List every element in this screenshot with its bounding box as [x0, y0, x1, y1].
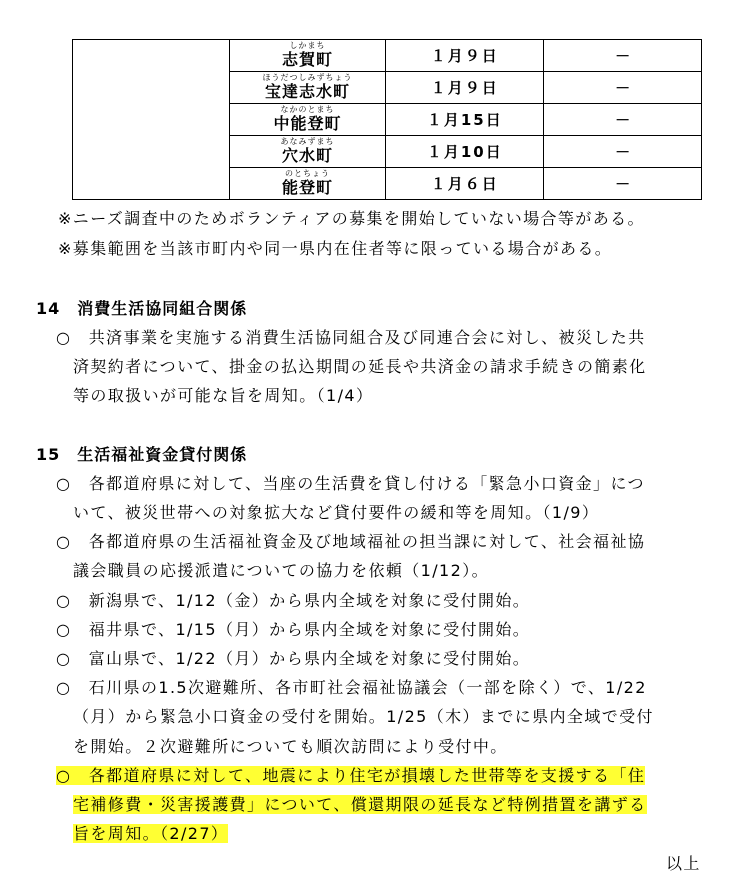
body-line: ○ 各都道府県に対して、当座の生活費を貸し付ける「緊急小口資金」につ: [56, 474, 645, 493]
status-text: －: [615, 143, 631, 161]
date-cell: [386, 40, 544, 72]
body-line: ○ 共済事業を実施する消費生活協同組合及び同連合会に対し、被災した共: [56, 328, 646, 347]
section-14-heading: 14 消費生活協同組合関係: [36, 299, 248, 318]
volunteer-table: [72, 39, 702, 200]
town-cell: [229, 40, 386, 72]
body-line: ○ 各都道府県の生活福祉資金及び地域福祉の担当課に対して、社会福祉協: [56, 532, 646, 551]
date-text: １月９日: [430, 47, 499, 65]
status-cell: [544, 72, 702, 104]
section-15-heading: 15 生活福祉資金貸付関係: [36, 445, 248, 464]
body-line: いて、被災世帯への対象拡大など貸付要件の緩和等を周知。（1/9）: [73, 503, 600, 522]
date-text: １月６日: [430, 175, 499, 193]
highlighted-line: [73, 821, 228, 844]
status-cell: [544, 168, 702, 200]
town-name: 中能登町: [273, 114, 342, 133]
town-ruby: あなみずまち: [280, 137, 335, 146]
note-line: ※ニーズ調査中のためボランティアの募集を開始していない場合等がある。: [58, 209, 645, 228]
closing-text: 以上: [666, 854, 701, 873]
date-text: １月９日: [430, 79, 499, 97]
town-cell: [229, 104, 386, 136]
status-text: －: [615, 79, 631, 97]
date-text: １月10日: [426, 143, 503, 161]
town-cell: [229, 136, 386, 168]
table-cell-blank: [73, 40, 230, 200]
date-cell: [386, 168, 544, 200]
status-cell: [544, 136, 702, 168]
highlight-text: 宅補修費・災害援護費」について、償還期限の延長など特例措置を講ずる: [73, 795, 647, 814]
body-line: ○ 新潟県で、1/12（金）から県内全域を対象に受付開始。: [56, 591, 531, 610]
body-line: ○ 富山県で、1/22（月）から県内全域を対象に受付開始。: [56, 649, 531, 668]
town-name: 能登町: [282, 178, 334, 197]
town-ruby: ほうだつしみずちょう: [262, 73, 353, 82]
highlight-text: ○ 各都道府県に対して、地震により住宅が損壊した世帯等を支援する「住: [56, 766, 646, 785]
body-line: （月）から緊急小口資金の受付を開始。1/25（木）までに県内全域で受付: [73, 707, 654, 726]
body-line: 議会職員の応援派遣についての協力を依頼（1/12）。: [73, 561, 490, 580]
date-cell: [386, 136, 544, 168]
date-cell: [386, 104, 544, 136]
status-text: －: [615, 175, 631, 193]
body-line: を開始。２次避難所についても順次訪問により受付中。: [73, 737, 508, 756]
highlighted-line: [73, 792, 647, 815]
body-line: 等の取扱いが可能な旨を周知。（1/4）: [73, 386, 374, 405]
date-text: １月15日: [426, 111, 503, 129]
town-ruby: のとちょう: [285, 169, 330, 178]
status-cell: [544, 104, 702, 136]
table-row: [73, 40, 702, 72]
status-text: －: [615, 111, 631, 129]
body-line: ○ 福井県で、1/15（月）から県内全域を対象に受付開始。: [56, 620, 531, 639]
status-text: －: [615, 47, 631, 65]
highlight-text: 旨を周知。（2/27）: [73, 824, 229, 843]
town-name: 穴水町: [281, 146, 333, 165]
note-line: ※募集範囲を当該市町内や同一県内在住者等に限っている場合がある。: [58, 239, 613, 258]
town-ruby: しかまち: [289, 41, 326, 50]
date-cell: [386, 72, 544, 104]
town-ruby: なかのとまち: [280, 105, 335, 114]
town-name: 志賀町: [282, 50, 334, 69]
status-cell: [544, 40, 702, 72]
town-cell: [229, 72, 386, 104]
town-cell: [229, 168, 386, 200]
body-line: 済契約者について、掛金の払込期間の延長や共済金の請求手続きの簡素化: [73, 357, 647, 376]
town-name: 宝達志水町: [264, 82, 350, 101]
highlighted-line: [56, 763, 645, 786]
body-line: ○ 石川県の1.5次避難所、各市町社会福祉協議会（一部を除く）で、1/22: [56, 678, 647, 697]
